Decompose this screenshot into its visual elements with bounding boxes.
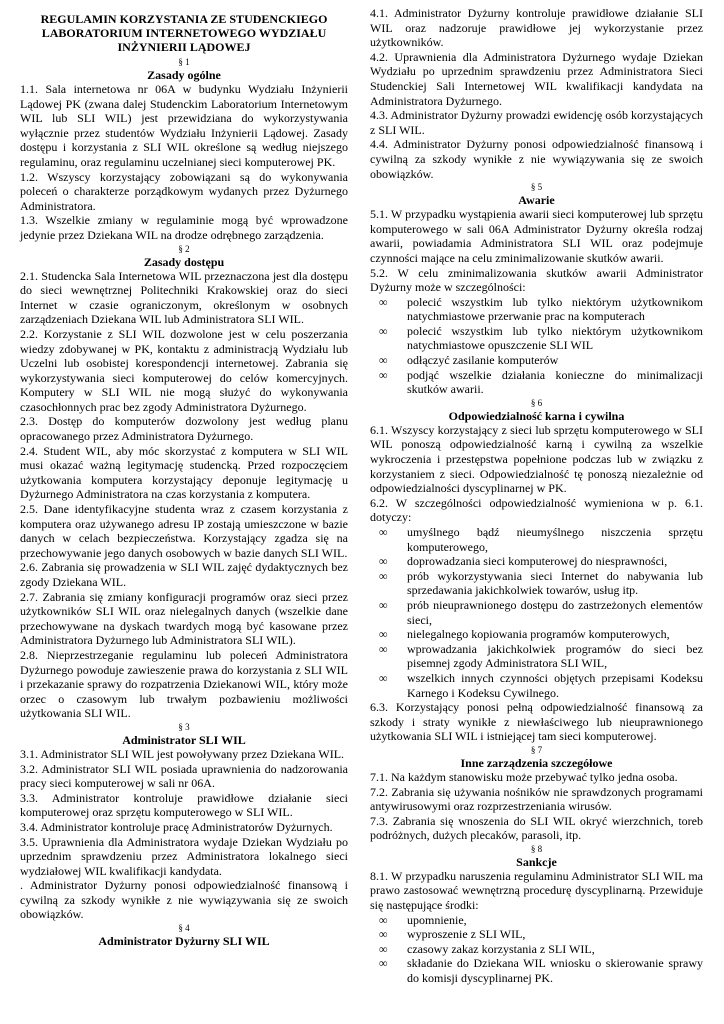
bullet-icon: ∞ — [379, 525, 388, 539]
section — [20, 721, 348, 922]
paragraph: 6.2. W szczególności odpowiedzialność wymieniona w p. 6.1. dotyczy: — [370, 495, 703, 525]
section-heading: Zasady dostępu — [143, 254, 225, 269]
list-item-text: nielegalnego kopiowania programów komputerowych, — [407, 627, 670, 642]
list-item-text: wszelkich innych czynności objętych przepisami Kodeksu Karnego i Kodeksu Cywilnego. — [407, 670, 703, 700]
paragraph: 3.3. Administrator kontroluje prawidłowe działanie sieci komputerowej oraz sprzętu komputerowego w SLI WIL. — [20, 790, 348, 820]
section-heading: Administrator Dyżurny SLI WIL — [98, 934, 270, 949]
section-heading: Inne zarządzenia szczegółowe — [460, 755, 613, 770]
list-item-text: składanie do Dziekana WIL wniosku o skierowanie sprawy do komisji dyscyplinarnej PK. — [407, 956, 703, 986]
bullet-list — [370, 295, 703, 397]
paragraph: 3.5. Uprawnienia dla Administratora wydaje Dziekan Wydziału po uprzednim sprawdzeniu przez Administratora lokalnego sieci wydziałowej WIL kwalifikacji kandydata. — [20, 834, 348, 878]
bullet-icon: ∞ — [379, 554, 388, 569]
paragraph: 8.1. W przypadku naruszenia regulaminu Administrator SLI WIL ma prawo zastosować wewnętrzną procedurę dyscyplinarną. Przewiduje się następujące środki: — [370, 868, 703, 913]
paragraph: 7.2. Zabrania się używania nośników nie sprawdzonych programami antywirusowymi oraz rozprzestrzeniania wirusów. — [370, 784, 703, 814]
section — [370, 843, 703, 986]
list-item — [370, 913, 703, 928]
paragraph: 7.1. Na każdym stanowisku może przebywać tylko jedna osoba. — [370, 769, 678, 784]
list-item — [370, 927, 703, 942]
paragraph: 1.2. Wszyscy korzystający zobowiązani są do wykonywania poleceń o charakterze porządkowym wydanych przez Dyżurnego Administratora. — [20, 169, 348, 213]
section-heading: Odpowiedzialność karna i cywilna — [448, 408, 625, 423]
section — [20, 56, 348, 243]
list-item — [370, 627, 703, 642]
paragraph: 2.3. Dostęp do komputerów dozwolony jest według planu opracowanego przez Administratora Dyżurnego. — [20, 414, 348, 444]
section-heading: Awarie — [518, 193, 555, 208]
bullet-icon: ∞ — [379, 912, 388, 927]
bullet-icon: ∞ — [379, 294, 388, 309]
section-number: § 6 — [530, 397, 543, 408]
right-column — [370, 6, 703, 986]
paragraph: 1.3. Wszelkie zmiany w regulaminie mogą być wprowadzone jedynie przez Dziekana WIL na drodze odrębnego zarządzenia. — [20, 213, 348, 242]
list-item — [370, 569, 703, 598]
bullet-icon: ∞ — [379, 323, 388, 338]
list-item — [370, 598, 703, 627]
section-heading: Sankcje — [516, 854, 557, 869]
list-item-text: prób wykorzystywania sieci Internet do nabywania lub sprzedawania jakichkolwiek towarów, usług itp. — [407, 568, 703, 598]
section-number: § 2 — [178, 243, 190, 254]
paragraph: 5.2. W celu zminimalizowania skutków awarii Administrator Dyżurny może w szczególności: — [370, 265, 703, 295]
list-item-text: polecić wszystkim lub tylko niektórym użytkownikom natychmiastowe przerwanie prac na komputerach — [407, 294, 703, 324]
section-heading: Administrator SLI WIL — [122, 732, 246, 747]
section-number: § 3 — [178, 721, 190, 732]
paragraph: 4.2. Uprawnienia dla Administratora Dyżurnego wydaje Dziekan Wydziału po uprzednim sprawdzeniu przez Administratora Sieci Studenckiej Sali Internetowej WIL kwalifikacji kandydata na Administratora Dyżurnego. — [370, 49, 703, 108]
bullet-icon: ∞ — [379, 627, 388, 642]
section — [370, 6, 703, 181]
list-item — [370, 353, 703, 368]
list-item — [370, 525, 703, 554]
list-item-text: umyślnego bądź nieumyślnego niszczenia sprzętu komputerowego, — [407, 525, 703, 554]
list-item — [370, 671, 703, 700]
list-item — [370, 942, 703, 957]
paragraph: 7.3. Zabrania się wnoszenia do SLI WIL okryć wierzchnich, toreb podróżnych, dużych plecaków, parasoli, itp. — [370, 813, 703, 843]
list-item-text: polecić wszystkim lub tylko niektórym użytkownikom natychmiastowe opuszczenie SLI WIL — [407, 323, 703, 353]
list-item-text: wyproszenie z SLI WIL, — [407, 927, 526, 942]
paragraph: 3.1. Administrator SLI WIL jest powoływany przez Dziekana WIL. — [20, 746, 345, 761]
paragraph: 4.3. Administrator Dyżurny prowadzi ewidencję osób korzystających z SLI WIL. — [370, 108, 703, 137]
list-item — [370, 324, 703, 353]
section — [370, 397, 703, 744]
paragraph: 2.1. Studencka Sala Internetowa WIL przeznaczona jest dla dostępu do sieci wewnętrznej Politechniki Krakowskiej oraz do sieci Internet w czasie ograniczonym, określonym w osobnych zarządzeniach Dziekana WIL lub Administratora SLI WIL. — [20, 268, 348, 327]
paragraph: 4.4. Administrator Dyżurny ponosi odpowiedzialność finansową i cywilną za szkody wynikłe z nie wywiązywania się ze swoich obowiązków. — [370, 137, 703, 181]
bullet-icon: ∞ — [379, 568, 388, 583]
list-item — [370, 642, 703, 671]
section-number: § 1 — [178, 57, 190, 67]
bullet-icon: ∞ — [379, 353, 388, 368]
paragraph: 6.3. Korzystający ponosi pełną odpowiedzialność finansową za szkody i straty wynikłe z niewłaściwego lub nieuprawnionego użytkowania SLI WIL i istniejącej tam sieci komputerowej. — [370, 700, 703, 744]
bullet-icon: ∞ — [379, 956, 388, 971]
list-item-text: prób nieuprawnionego dostępu do zastrzeżonych elementów sieci, — [407, 597, 703, 627]
section — [370, 744, 703, 843]
list-item-text: upomnienie, — [407, 912, 467, 927]
paragraph: 4.1. Administrator Dyżurny kontroluje prawidłowe działanie SLI WIL oraz nadzoruje prawidłowe jej wykorzystanie przez użytkowników. — [370, 6, 703, 50]
section-heading: Zasady ogólne — [147, 68, 221, 82]
paragraph: 2.8. Nieprzestrzeganie regulaminu lub poleceń Administratora Dyżurnego powoduje zawieszenie prawa do korzystania z SLI WIL i przekazanie sprawy do rozpatrzenia Dziekanowi WIL, który może orzec o czasowym lub trwałym pozbawieniu możliwości użytkowania SLI WIL. — [20, 647, 348, 721]
bullet-list — [370, 525, 703, 700]
paragraph: 2.2. Korzystanie z SLI WIL dozwolone jest w celu poszerzania wiedzy zdobywanej w PK, kontaktu z administracją Wydziału lub Uczelni lub osobistej korespondencji internetowej. Zabrania się wykorzystywania sieci komputerowej do celów komercyjnych. Komputery w SLI WIL nie mogą służyć do wykonywania czasochłonnych prac bez zgody Administratora Dyżurnego. — [20, 326, 348, 414]
list-item-text: wprowadzania jakichkolwiek programów do sieci bez pisemnej zgody Administratora SLI WIL, — [407, 641, 703, 671]
bullet-list — [370, 913, 703, 986]
paragraph: 2.5. Dane identyfikacyjne studenta wraz z czasem korzystania z komputera oraz używanego adresu IP zostają umieszczone w bazie danych w celach bezpieczeństwa. Korzystający zgadza się na przechowywanie jego danych osobowych w bazie danych SLI WIL. — [20, 502, 348, 560]
section — [20, 243, 348, 721]
paragraph: 6.1. Wszyscy korzystający z sieci lub sprzętu komputerowego w SLI WIL ponoszą odpowiedzialność karną i cywilną za wszelkie wykroczenia i przestępstwa popełnione podczas lub w związku z korzystaniem z sieci. Odpowiedzialność tę ponoszą niezależnie od odpowiedzialności dyscyplinarnej w PK. — [370, 422, 703, 496]
section — [370, 181, 703, 397]
bullet-icon: ∞ — [379, 367, 388, 382]
paragraph: 1.1. Sala internetowa nr 06A w budynku Wydziału Inżynierii Lądowej PK (zwana dalej Studenckim Laboratorium Internetowym WIL lub SLI WIL) jest przewidziana do wykorzystywania wyłącznie przez studentów Wydziału Inżynierii Lądowej. Zasady dostępu i korzystania z SLI WIL określone są według niejszego regulaminu, oraz regulaminu uczelnianej sieci komputerowej PK. — [20, 82, 348, 169]
document-title: REGULAMIN KORZYSTANIA ZE STUDENCKIEGO LABORATORIUM INTERNETOWEGO WYDZIAŁU INŻYNIERII LĄDOWEJ — [40, 12, 328, 54]
paragraph: 2.6. Zabrania się prowadzenia w SLI WIL zajęć dydaktycznych bez zgody Dziekana WIL. — [20, 560, 348, 589]
list-item-text: czasowy zakaz korzystania z SLI WIL, — [407, 941, 595, 956]
paragraph: . Administrator Dyżurny ponosi odpowiedzialność finansową i cywilną za szkody wynikłe z nie wywiązywania się ze swoich obowiązków. — [20, 878, 348, 922]
right-sections — [370, 6, 703, 986]
section — [20, 922, 348, 948]
paragraph: 5.1. W przypadku wystąpienia awarii sieci komputerowej lub sprzętu komputerowego w sali 06A Administrator Dyżurny określa rodzaj awarii, powiadamia Administratora SLI WIL oraz podejmuje czynności mające na celu zminimalizowanie skutków awarii. — [370, 207, 703, 265]
left-sections — [20, 56, 348, 948]
bullet-icon: ∞ — [379, 927, 388, 942]
list-item — [370, 554, 703, 569]
paragraph: 2.7. Zabrania się zmiany konfiguracji programów oraz sieci przez użytkowników SLI WIL oraz nielegalnych danych (wszelkie dane przechowywane na dyskach twardych mogą być kasowane przez Administratora Dyżurnego lub Administratora SLI WIL). — [20, 589, 348, 648]
section-number: § 4 — [178, 923, 190, 934]
list-item — [370, 295, 703, 324]
bullet-icon: ∞ — [379, 597, 388, 612]
paragraph: 2.4. Student WIL, aby móc skorzystać z komputera w SLI WIL musi okazać ważną legitymację studencką. Przed rozpoczęciem użytkowania komputera korzystający deponuje legitymację u Dyżurnego Administratora na czas korzystania z komputera. — [20, 443, 348, 502]
list-item-text: doprowadzania sieci komputerowej do niesprawności, — [407, 554, 668, 569]
bullet-icon: ∞ — [379, 941, 388, 956]
list-item-text: podjąć wszelkie działania konieczne do minimalizacji skutków awarii. — [407, 367, 703, 397]
section-number: § 7 — [530, 744, 543, 755]
section-number: § 8 — [530, 843, 543, 854]
paragraph: 3.2. Administrator SLI WIL posiada uprawnienia do nadzorowania pracy sieci komputerowej w sali nr 06A. — [20, 761, 348, 791]
list-item-text: odłączyć zasilanie komputerów — [407, 353, 559, 368]
left-column — [20, 6, 348, 948]
bullet-icon: ∞ — [379, 641, 388, 656]
list-item — [370, 368, 703, 397]
list-item — [370, 956, 703, 985]
section-number: § 5 — [530, 182, 543, 193]
bullet-icon: ∞ — [379, 670, 388, 685]
paragraph: 3.4. Administrator kontroluje pracę Administratorów Dyżurnych. — [20, 819, 333, 834]
